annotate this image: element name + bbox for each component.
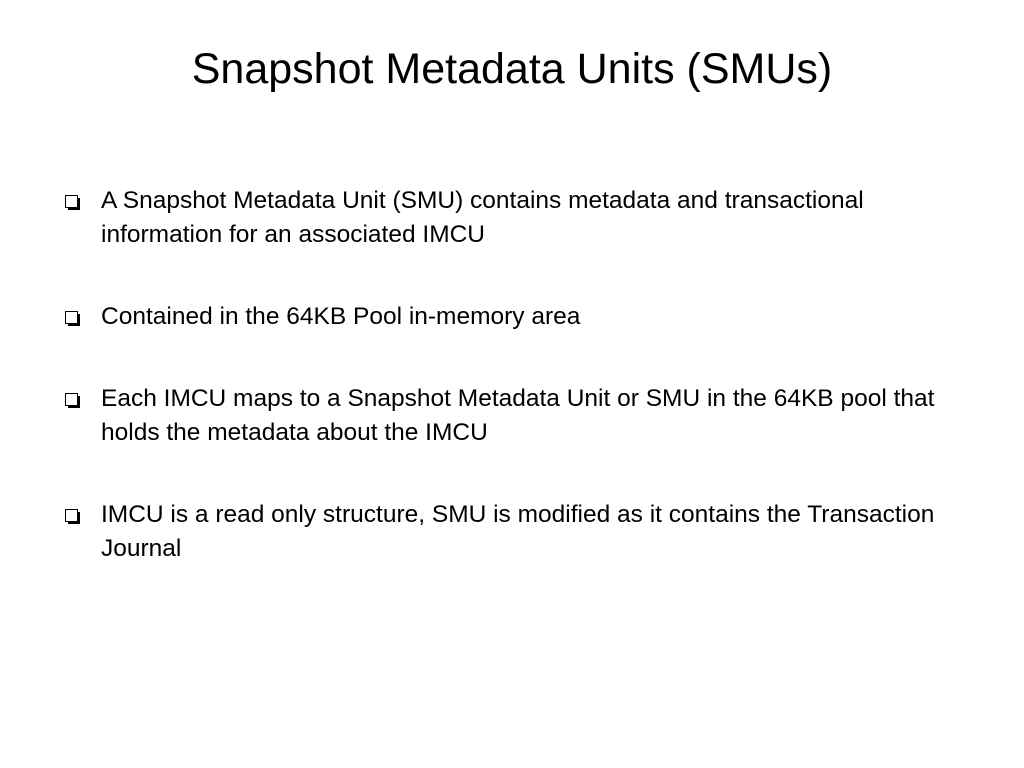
bullet-text: IMCU is a read only structure, SMU is modified as it contains the Transaction Journal xyxy=(101,501,935,562)
bullet-text: Each IMCU maps to a Snapshot Metadata Unit or SMU in the 64KB pool that holds the metadata about the IMCU xyxy=(101,385,935,446)
bullet-item xyxy=(60,184,960,252)
bullet-text: A Snapshot Metadata Unit (SMU) contains metadata and transactional information for an associated IMCU xyxy=(101,187,864,248)
bullet-item xyxy=(60,300,960,334)
checkbox-bullet-icon xyxy=(65,393,78,406)
bullet-text: Contained in the 64KB Pool in-memory area xyxy=(101,303,581,330)
bullet-item xyxy=(60,498,960,566)
bullet-list xyxy=(60,184,960,614)
checkbox-bullet-icon xyxy=(65,311,78,324)
checkbox-bullet-icon xyxy=(65,509,78,522)
bullet-item xyxy=(60,382,960,450)
checkbox-bullet-icon xyxy=(65,195,78,208)
slide-title: Snapshot Metadata Units (SMUs) xyxy=(191,45,833,93)
